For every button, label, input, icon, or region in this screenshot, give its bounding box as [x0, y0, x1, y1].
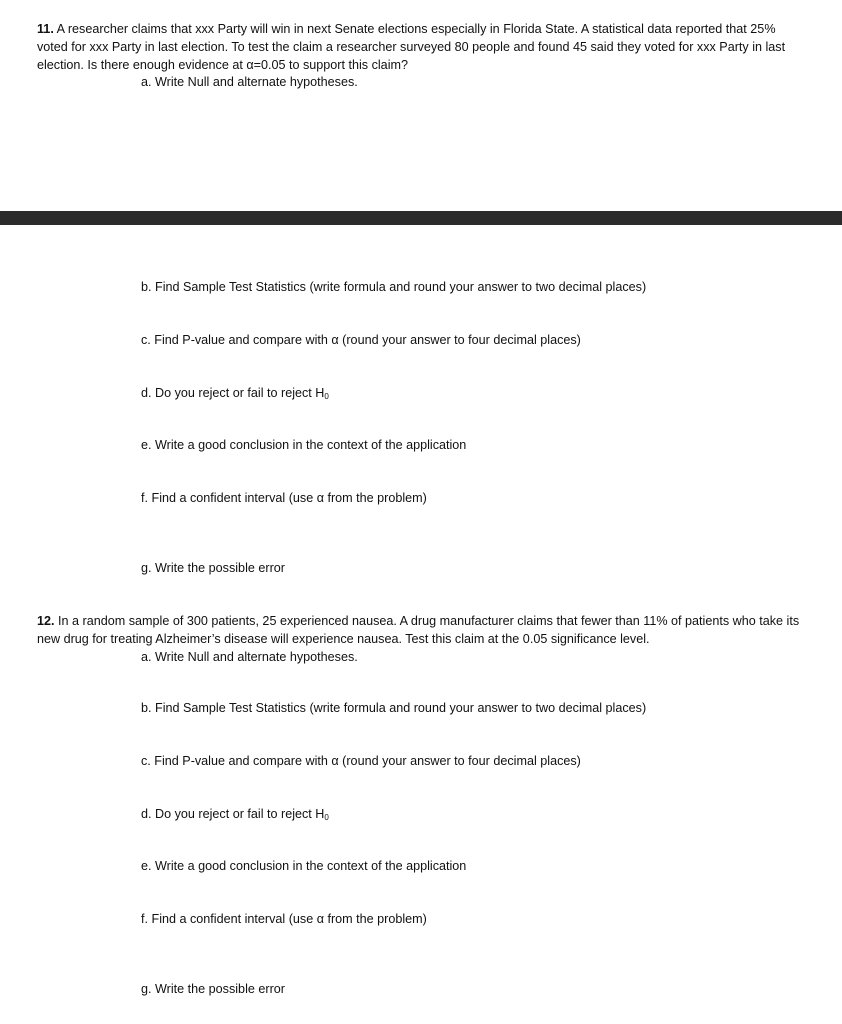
- q12-part-d-subscript: 0: [324, 813, 329, 822]
- page-divider: [0, 211, 842, 225]
- q11-part-f: f. Find a confident interval (use α from the problem): [141, 491, 427, 505]
- question-11-number: 11.: [37, 22, 54, 36]
- q11-part-c: c. Find P-value and compare with α (round your answer to four decimal places): [141, 333, 581, 347]
- q12-part-b: b. Find Sample Test Statistics (write formula and round your answer to two decimal places): [141, 701, 647, 715]
- question-12-number: 12.: [37, 614, 55, 628]
- q12-part-c: c. Find P-value and compare with α (round your answer to four decimal places): [141, 754, 581, 768]
- q11-part-d-subscript: 0: [324, 392, 329, 401]
- q12-part-g: g. Write the possible error: [141, 982, 285, 996]
- question-12-text: In a random sample of 300 patients, 25 experienced nausea. A drug manufacturer claims that fewer than 11% of patients who take its new drug for treating Alzheimer’s disease will experience nausea. Test this claim at the 0.05 significance level.: [37, 614, 800, 646]
- q11-part-d: [141, 384, 329, 406]
- q11-part-d-text: d. Do you reject or fail to reject H: [141, 386, 325, 400]
- q11-part-b: b. Find Sample Test Statistics (write formula and round your answer to two decimal places): [141, 280, 647, 294]
- q12-part-f: f. Find a confident interval (use α from the problem): [141, 912, 427, 926]
- q11-part-a: a. Write Null and alternate hypotheses.: [141, 75, 358, 89]
- q12-part-d: [141, 805, 329, 827]
- question-12-stem: [37, 612, 809, 648]
- question-11-stem: [37, 20, 809, 74]
- question-11-text: A researcher claims that xxx Party will win in next Senate elections especially in Florida State. A statistical data reported that 25% voted for xxx Party in last election. To test the claim a researcher surveyed 80 people and found 45 said they voted for xxx Party in last election. Is there enough evidence at α=0.05 to support this claim?: [37, 22, 786, 72]
- q12-part-a: a. Write Null and alternate hypotheses.: [141, 650, 358, 664]
- q12-part-e: e. Write a good conclusion in the context of the application: [141, 859, 467, 873]
- q12-part-d-text: d. Do you reject or fail to reject H: [141, 807, 325, 821]
- q11-part-e: e. Write a good conclusion in the context of the application: [141, 438, 467, 452]
- q11-part-g: g. Write the possible error: [141, 561, 285, 575]
